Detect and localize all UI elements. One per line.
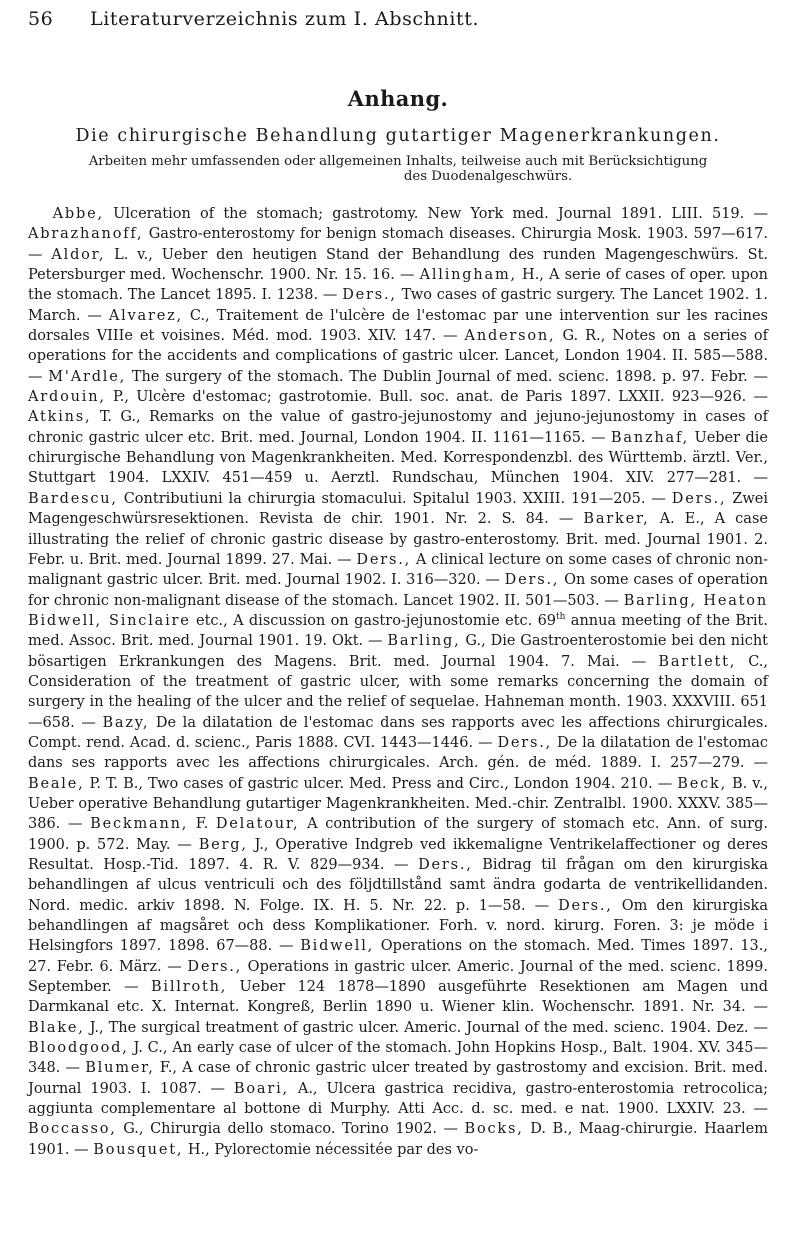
reference-text: A. E., A case illustrating the relief of chronic gastric disease by gastro-enterostomy. Brit. med. Journal 1901. 2. Febr. u. Brit. med. Journal 1899. 27. Mai. — bbox=[28, 511, 768, 568]
reference-author: Ardouin, bbox=[28, 389, 106, 406]
reference-entry bbox=[28, 776, 677, 792]
reference-text: De la dilatation de l'estomac dans ses rapports avec les affections chirurgicales. Arch. gén. de méd. 1889. I. 257—279. — bbox=[28, 734, 768, 772]
reference-text: C., Traitement de l'ulcère de l'estomac par une intervention sur les racines dorsales VIIIe et voisines. Méd. mod. 1903. XIV. 147. — bbox=[28, 307, 768, 345]
reference-text: T. G., Remarks on the value of gastro-jejunostomy and jejuno-jejunostomy in cases of chronic gastric ulcer etc. Brit. med. Journal, London 1904. II. 1161—1165. — bbox=[28, 409, 768, 446]
reference-text: Ueber die chirurgische Behandlung von Magenkrankheiten. Med. Korrespondenzbl. des Württemb. ärztl. Ver., Stuttgart 1904. LXXIV. 451—459 u. Aerztl. Rundschau, München 1904. XIV. 277—281. — bbox=[28, 429, 768, 487]
reference-text: annua meeting of the Brit. med. Assoc. Brit. med. Journal 1901. 19. Okt. — bbox=[28, 612, 768, 650]
reference-text: etc., A discussion on gastro-jejunostomie etc. 69 bbox=[190, 612, 557, 629]
reference-text: De la dilatation de l'estomac dans ses rapports avec les affections chirurgicales. Compt. rend. Acad. d. scienc., Paris 1888. CVI. 1443—1446. — bbox=[28, 714, 768, 751]
reference-author: Abrazhanoff, bbox=[28, 226, 144, 243]
reference-text: Two cases of gastric surgery. The Lancet 1902. 1. March. — bbox=[28, 287, 769, 324]
reference-entry bbox=[90, 816, 216, 832]
reference-text: P., Ulcère d'estomac; gastrotomie. Bull. soc. anat. de Paris 1897. LXXII. 923—926. — bbox=[105, 389, 768, 406]
section-subtitle-line-1: Arbeiten mehr umfassenden oder allgemeinen Inhalts, teilweise auch mit Berücksichtigung bbox=[88, 154, 708, 169]
reference-text: Ulceration of the stomach; gastrotomy. New York med. Journal 1891. LIII. 519. — bbox=[103, 206, 768, 222]
reference-author: Ders., bbox=[671, 490, 727, 507]
reference-entry bbox=[28, 1020, 768, 1036]
reference-author: Billroth, bbox=[150, 979, 228, 996]
reference-entry bbox=[28, 389, 768, 405]
reference-text: The surgery of the stomach. The Dublin Journal of med. scienc. 1898. p. 97. Febr. — bbox=[126, 368, 769, 385]
reference-text: L. v., Ueber den heutigen Stand der Behandlung des runden Magengeschwürs. St. Petersburger med. Wochenschr. 1900. Nr. 15. 16. — bbox=[28, 246, 769, 284]
reference-superscript: th bbox=[556, 612, 566, 623]
reference-text: C., Consideration of the treatment of gastric ulcer, with some remarks concerning the domain of surgery in the healing of the ulcer and the relief of sequelae. Hahneman month. 1903. XXXVIII. 651—658. — bbox=[28, 653, 768, 731]
reference-entry bbox=[28, 1121, 465, 1137]
reference-text: H., Pylorectomie nécessitée par des vo- bbox=[183, 1141, 479, 1158]
reference-author: Barling, Heaton Bidwell, Sinclaire bbox=[28, 592, 768, 629]
reference-text: J., Operative Indgreb ved ikkemaligne Ventrikelaffectioner og deres Resultat. Hosp.-Tid. 1897. 4. R. V. 829—934. — bbox=[28, 836, 768, 873]
reference-author: Bidwell, bbox=[300, 938, 375, 955]
reference-text: Bidrag til frågan om den kirurgiska behandlingen af ulcus ventriculi och des följdtillstånd samt ändra godarta de ventrikellidanden. Nord. medic. arkiv 1898. N. Folge. IX. H. 5. Nr. 22. p. 1—58. — bbox=[28, 857, 768, 914]
reference-text: G., Chirurgia dello stomaco. Torino 1902. — bbox=[116, 1121, 465, 1138]
reference-author: Boari, bbox=[233, 1080, 289, 1097]
reference-text: H., A serie of cases of oper. upon the stomach. The Lancet 1895. I. 1238. — bbox=[28, 267, 768, 304]
reference-author: Bazy, bbox=[102, 714, 150, 731]
reference-author: Ders., bbox=[497, 734, 553, 751]
reference-author: Blumer, bbox=[85, 1060, 155, 1077]
reference-author: Bartlett, bbox=[658, 653, 737, 670]
reference-entry bbox=[28, 491, 672, 507]
reference-text: Zwei Magengeschwürsresektionen. Revista de chir. 1901. Nr. 2. S. 84. — bbox=[28, 490, 768, 528]
reference-entry bbox=[48, 369, 768, 385]
reference-entry bbox=[93, 1142, 478, 1158]
reference-author: Blake, bbox=[28, 1019, 85, 1036]
reference-text: G., Die Gastroenterostomie bei den nicht bösartigen Erkrankungen des Magens. Brit. med. Journal 1904. 7. Mai. — bbox=[28, 633, 768, 670]
reference-author: Bousquet, bbox=[93, 1141, 184, 1158]
reference-text: J., The surgical treatment of gastric ulcer. Americ. Journal of the med. scienc. 1904. Dez. — bbox=[84, 1019, 768, 1036]
reference-text: F., A case of chronic gastric ulcer treated by gastrostomy and excision. Brit. med. Journal 1903. I. 1087. — bbox=[28, 1060, 768, 1097]
reference-text: Gastro-enterostomy for benign stomach diseases. Chirurgia Mosk. 1903. 597—617. — bbox=[28, 226, 768, 263]
reference-author: Boccasso, bbox=[28, 1121, 117, 1138]
reference-author: Bardescu, bbox=[28, 490, 118, 507]
reference-author: Barker, bbox=[583, 511, 650, 528]
reference-text: P. T. B., Two cases of gastric ulcer. Med. Press and Circ., London 1904. 210. — bbox=[84, 775, 678, 792]
reference-text: Ueber 124 1878—1890 ausgeführte Resektionen am Magen und Darmkanal etc. X. Internat. Kongreß, Berlin 1890 u. Wiener klin. Wochenschr. 1891. Nr. 34. — bbox=[28, 979, 768, 1016]
reference-author: Atkins, bbox=[28, 409, 92, 426]
reference-author: Berg, bbox=[198, 836, 248, 853]
reference-text: Operations on the stomach. Med. Times 1897. 13., 27. Febr. 6. März. — bbox=[28, 938, 768, 975]
reference-author: Allingham, bbox=[419, 267, 517, 284]
reference-entry bbox=[53, 206, 768, 222]
reference-text: G. R., Notes on a series of operations for the accidents and complications of gastric ulcer. Lancet, London 1904. II. 585—588. — bbox=[28, 328, 768, 385]
reference-author: Beale, bbox=[28, 775, 85, 792]
reference-author: Bloodgood, bbox=[28, 1040, 129, 1057]
reference-author: Beck, bbox=[677, 775, 728, 792]
reference-author: Alvarez, bbox=[108, 307, 183, 324]
running-head bbox=[28, 8, 768, 32]
section-subtitle bbox=[28, 154, 768, 184]
reference-author: Beckmann, bbox=[90, 816, 189, 833]
section-subtitle-line-2: des Duodenalgeschwürs. bbox=[403, 169, 573, 184]
reference-text: A contribution of the surgery of stomach etc. Ann. of surg. 1900. p. 572. May. — bbox=[28, 816, 768, 853]
section-title: Die chirurgische Behandlung gutartiger Magenerkrankungen. bbox=[75, 126, 721, 146]
reference-author: Anderson, bbox=[464, 328, 556, 345]
reference-author: Bocks, bbox=[464, 1121, 524, 1138]
reference-text: A clinical lecture on some cases of chronic non-malignant gastric ulcer. Brit. med. Journal 1902. I. 316—320. — bbox=[28, 551, 768, 589]
reference-author: Banzhaf, bbox=[610, 429, 690, 446]
reference-text: On some cases of operation for chronic non-malignant disease of the stomach. Lancet 1902. II. 501—503. — bbox=[28, 572, 768, 609]
appendix-heading: Anhang. bbox=[347, 86, 449, 111]
page-number: 56 bbox=[28, 8, 54, 30]
reference-list bbox=[28, 204, 768, 1160]
reference-text: F. bbox=[188, 816, 216, 833]
reference-text: Contributiuni la chirurgia stomacului. Spitalul 1903. XXIII. 191—205. — bbox=[117, 490, 672, 507]
reference-author: Abbe, bbox=[52, 206, 104, 222]
reference-author: M'Ardle, bbox=[48, 368, 127, 385]
reference-author: Ders., bbox=[558, 897, 613, 914]
running-title: Literaturverzeichnis zum I. Abschnitt. bbox=[90, 8, 480, 30]
reference-text: A., Ulcera gastrica recidiva, gastro-enterostomia retrocolica; aggiunta complementare al bottone di Murphy. Atti Acc. d. sc. med. e nat. 1900. LXXIV. 23. — bbox=[28, 1080, 768, 1118]
document-page bbox=[28, 0, 768, 1256]
reference-author: Ders., bbox=[342, 287, 397, 304]
reference-text: J. C., An early case of ulcer of the stomach. John Hopkins Hosp., Balt. 1904. XV. 345—348. — bbox=[28, 1040, 768, 1077]
reference-text: B. v., Ueber operative Behandlung gutartiger Magenkrankheiten. Med.-chir. Zentralbl. 1900. XXXV. 385—386. — bbox=[28, 775, 768, 833]
reference-text: Operations in gastric ulcer. Americ. Journal of the med. scienc. 1899. September. — bbox=[28, 958, 768, 996]
reference-author: Barling, bbox=[387, 633, 461, 650]
reference-author: Ders., bbox=[356, 551, 412, 568]
reference-author: Aldor, bbox=[51, 246, 106, 263]
reference-text: D. B., Maag-chirurgie. Haarlem 1901. — bbox=[28, 1121, 768, 1158]
reference-author: Ders., bbox=[418, 857, 473, 873]
reference-author: Ders., bbox=[504, 572, 560, 589]
reference-text: Om den kirurgiska behandlingen af magsåret och dess Komplikationer. Forh. v. nord. kirurg. Foren. 3: je möde i Helsingfors 1897. 1898. 67—88. — bbox=[28, 897, 768, 955]
reference-author: Ders., bbox=[187, 958, 243, 975]
reference-author: Delatour, bbox=[215, 816, 300, 833]
